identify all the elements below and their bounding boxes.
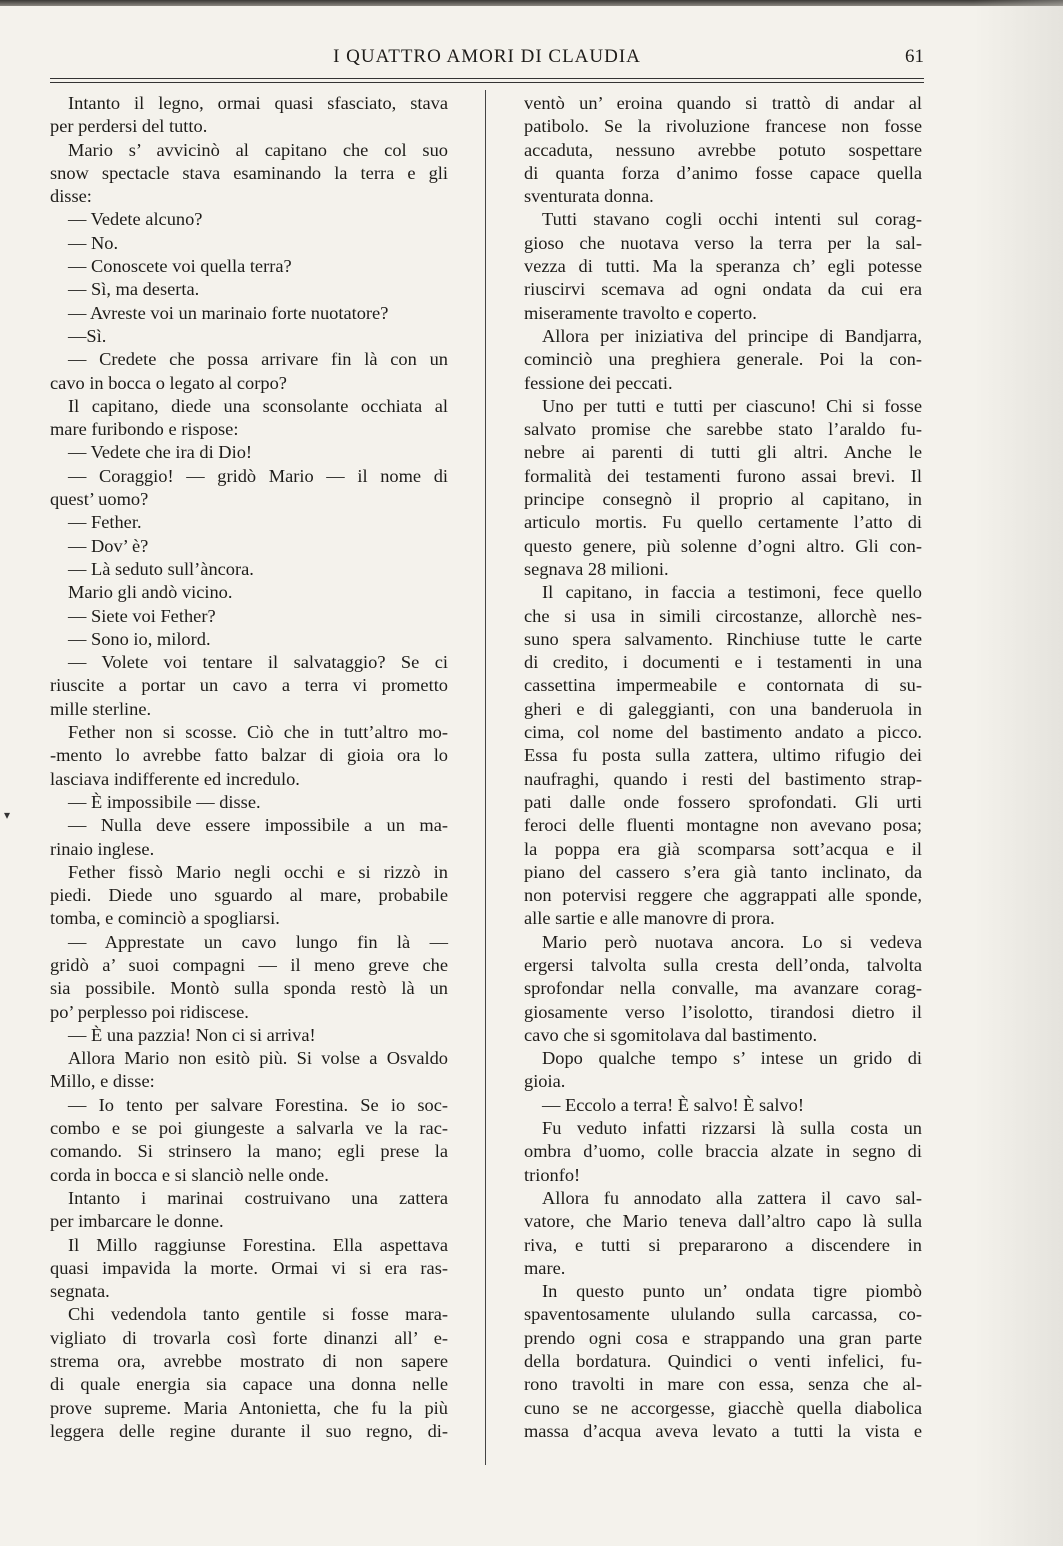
text-line: quest’ uomo?: [50, 489, 149, 510]
text-line: la poppa era già scomparsa sott’acqua e il: [524, 838, 922, 859]
text-line: Millo, e disse:: [50, 1071, 155, 1092]
text-line: per perdersi del tutto.: [50, 116, 208, 137]
text-line: — Là seduto sull’àncora.: [68, 558, 254, 579]
text-line: — Dov’ è?: [68, 535, 149, 556]
text-line: Il capitano, diede una sconsolante occhiata al: [68, 395, 448, 416]
running-header: [50, 46, 924, 74]
text-line: formalità dei testamenti furono assai brevi. Il: [524, 465, 922, 486]
text-line: gioia.: [524, 1071, 566, 1092]
text-line: rinaio inglese.: [50, 838, 155, 859]
text-line: disse:: [50, 186, 92, 207]
text-line: vigliato di trovarla così forte dinanzi all’ e-: [50, 1327, 448, 1348]
text-line: Fether non si scosse. Ciò che in tutt’altro mo-: [68, 722, 448, 743]
text-line: Allora per iniziativa del principe di Bandjarra,: [542, 325, 922, 346]
text-line: vezza di tutti. Ma la speranza ch’ egli potesse: [524, 256, 922, 277]
text-line: — Vedete che ira di Dio!: [68, 442, 253, 463]
text-line: — È impossibile — disse.: [68, 791, 261, 812]
text-line: — Siete voi Fether?: [68, 605, 216, 626]
text-line: cassettina impermeabile e contornata di su-: [524, 675, 922, 696]
text-line: — Volete voi tentare il salvataggio? Se ci: [68, 652, 448, 673]
text-line: — Coraggio! — gridò Mario — il nome di: [68, 465, 448, 486]
text-line: Essa fu posta sulla zattera, ultimo rifugio dei: [524, 745, 922, 766]
text-line: cuno se ne accorgesse, giacchè quella diabolica: [524, 1397, 922, 1418]
text-line: comando. Si strinsero la mano; egli prese la: [50, 1141, 448, 1162]
text-line: strema ora, avrebbe mostrato di non sapere: [50, 1351, 448, 1372]
text-line: ombra d’uomo, colle braccia alzate in segno di: [524, 1141, 922, 1162]
column-divider: [485, 90, 486, 1465]
text-line: suno spera salvamento. Rinchiuse tutte le carte: [524, 628, 922, 649]
text-line: sventurata donna.: [524, 186, 654, 207]
margin-mark: ▾: [4, 808, 11, 822]
text-line: Uno per tutti e tutti per ciascuno! Chi si fosse: [542, 395, 922, 416]
text-line: che si usa in simili circostanze, allorchè nes-: [524, 605, 922, 626]
text-line: — Sono io, milord.: [68, 628, 211, 649]
text-line: prove supreme. Maria Antonietta, che fu la più: [50, 1397, 448, 1418]
text-line: —Sì.: [68, 325, 107, 346]
text-line: sprofondar nella convalle, ma avanzare corag-: [524, 978, 922, 999]
text-line: cima, col nome del bastimento andato a picco.: [524, 722, 922, 743]
text-line: trionfo!: [524, 1164, 581, 1185]
text-line: Intanto i marinai costruivano una zattera: [68, 1187, 448, 1208]
text-line: — No.: [68, 232, 119, 253]
text-line: di quale energia sia capace una donna nelle: [50, 1374, 448, 1395]
text-line: giosamente verso l’isolotto, tirandosi dietro il: [524, 1001, 922, 1022]
text-line: — È una pazzia! Non ci si arriva!: [68, 1024, 316, 1045]
text-line: leggera delle regine durante il suo regno, di-: [50, 1420, 448, 1441]
text-line: mille sterline.: [50, 698, 152, 719]
text-line: — Sì, ma deserta.: [68, 279, 200, 300]
text-line: questo genere, più solenne d’ogni altro. Gli con-: [524, 535, 922, 556]
text-line: alle sartie e alle manovre di prora.: [524, 908, 775, 929]
text-line: combo e se poi giungeste a salvarla ve la rac-: [50, 1118, 448, 1139]
text-line: riuscite a portar un cavo a terra vi prometto: [50, 675, 448, 696]
text-line: Mario però nuotava ancora. Lo si vedeva: [542, 931, 922, 952]
text-line: — Io tento per salvare Forestina. Se io soc-: [68, 1094, 448, 1115]
text-line: piano del cassero s’era già tanto inclinato, da: [524, 861, 922, 882]
text-line: Allora Mario non esitò più. Si volse a Osvaldo: [68, 1048, 448, 1069]
text-line: Allora fu annodato alla zattera il cavo sal-: [542, 1187, 922, 1208]
text-line: accaduta, nessuno avrebbe potuto sospettare: [524, 139, 922, 160]
text-line: gheri e di galeggianti, con una banderuola in: [524, 698, 922, 719]
text-line: — Fether.: [68, 512, 142, 533]
page-number: 61: [905, 46, 924, 67]
text-line: tomba, e cominciò a spogliarsi.: [50, 908, 280, 929]
text-line: Il capitano, in faccia a testimoni, fece quello: [542, 582, 922, 603]
text-line: Dopo qualche tempo s’ intese un grido di: [542, 1048, 922, 1069]
text-line: corda in bocca e si slanciò nelle onde.: [50, 1164, 329, 1185]
text-line: sia possibile. Montò sulla sponda restò là un: [50, 978, 448, 999]
text-line: -mento lo avrebbe fatto balzar di gioia ora lo: [50, 745, 448, 766]
running-title: I QUATTRO AMORI DI CLAUDIA: [333, 46, 641, 67]
text-line: della bordatura. Quindici o venti infelici, fu-: [524, 1351, 922, 1372]
text-line: cavo che si sgomitolava dal bastimento.: [524, 1024, 818, 1045]
text-line: segnava 28 milioni.: [524, 558, 669, 579]
text-line: Mario gli andò vicino.: [68, 582, 233, 603]
text-line: per imbarcare le donne.: [50, 1211, 224, 1232]
text-line: ergersi talvolta sulla cresta dell’onda, talvolta: [524, 954, 922, 975]
text-line: gridò a’ suoi compagni — il meno greve che: [50, 954, 448, 975]
text-line: massa d’acqua aveva levato a tutti la vista e: [524, 1420, 922, 1441]
text-line: Chi vedendola tanto gentile si fosse mara-: [68, 1304, 448, 1325]
text-line: mare furibondo e rispose:: [50, 419, 239, 440]
text-line: — Avreste voi un marinaio forte nuotatore?: [68, 302, 389, 323]
text-line: nebre ai parenti di tutti gli altri. Anche le: [524, 442, 922, 463]
text-line: naufraghi, quando i resti del bastimento strap-: [524, 768, 922, 789]
page-shading: [973, 0, 1063, 1546]
header-rule-bottom: [50, 82, 924, 83]
page-top-edge: [0, 0, 1063, 6]
text-line: di credito, i documenti e i testamenti in una: [524, 652, 922, 673]
text-line: Fu veduto infatti rizzarsi là sulla costa un: [542, 1118, 922, 1139]
text-line: feroci delle fluenti montagne non avevano posa;: [524, 815, 922, 836]
text-line: piedi. Diede uno sguardo al mare, probabile: [50, 885, 448, 906]
header-rule-top: [50, 78, 924, 79]
text-column-right: [524, 92, 922, 1443]
text-line: po’ perplesso poi ridiscese.: [50, 1001, 249, 1022]
text-line: Fether fissò Mario negli occhi e si rizzò in: [68, 861, 448, 882]
text-line: gioso che nuotava verso la terra per la sal-: [524, 232, 922, 253]
text-line: — Eccolo a terra! È salvo! È salvo!: [542, 1094, 804, 1115]
text-line: mare.: [524, 1257, 566, 1278]
text-line: patibolo. Se la rivoluzione francese non fosse: [524, 116, 922, 137]
text-line: Intanto il legno, ormai quasi sfasciato, stava: [68, 93, 448, 113]
text-line: riva, e tutti si prepararono a discendere in: [524, 1234, 922, 1255]
text-line: Mario s’ avvicinò al capitano che col suo: [68, 139, 448, 160]
text-line: — Vedete alcuno?: [68, 209, 203, 230]
text-line: lasciava indifferente ed incredulo.: [50, 768, 300, 789]
text-column-left: [50, 92, 448, 1443]
text-line: — Credete che possa arrivare fin là con un: [68, 349, 448, 370]
text-line: rono travolti in mare con essa, senza che al-: [524, 1374, 922, 1395]
text-line: non potervisi reggere che aggrappati alle sponde,: [524, 885, 922, 906]
text-line: snow spectacle stava esaminando la terra e gli: [50, 162, 448, 183]
text-line: salvato promise che sarebbe stato l’araldo fu-: [524, 419, 922, 440]
text-line: — Conoscete voi quella terra?: [68, 256, 292, 277]
text-line: — Apprestate un cavo lungo fin là —: [68, 931, 448, 952]
text-line: fessione dei peccati.: [524, 372, 673, 393]
text-line: articulo mortis. Fu quello certamente l’atto di: [524, 512, 922, 533]
text-line: Tutti stavano cogli occhi intenti sul corag-: [542, 209, 922, 230]
text-line: prendo ogni cosa e strappando una gran parte: [524, 1327, 922, 1348]
text-line: principe consegnò il proprio al capitano, in: [524, 489, 922, 510]
text-line: quasi impavida la morte. Ormai vi si era ras-: [50, 1257, 448, 1278]
text-line: spaventosamente ululando sulla carcassa, co-: [524, 1304, 922, 1325]
text-line: riuscirvi scemava ad ogni ondata da cui era: [524, 279, 922, 300]
text-line: Il Millo raggiunse Forestina. Ella aspettava: [68, 1234, 448, 1255]
text-line: cominciò una preghiera generale. Poi la con-: [524, 349, 922, 370]
text-line: In questo punto un’ ondata tigre piombò: [542, 1281, 922, 1302]
text-line: pati dalle onde fossero sprofondati. Gli urti: [524, 791, 922, 812]
text-line: vatore, che Mario teneva dall’altro capo là sulla: [524, 1211, 922, 1232]
text-line: segnata.: [50, 1281, 110, 1302]
text-line: miseramente travolto e coperto.: [524, 302, 757, 323]
text-line: di quanta forza d’animo fosse capace quella: [524, 162, 922, 183]
text-line: — Nulla deve essere impossibile a un ma-: [68, 815, 448, 836]
text-line: ventò un’ eroina quando si trattò di andar al: [524, 93, 922, 113]
text-line: cavo in bocca o legato al corpo?: [50, 372, 287, 393]
